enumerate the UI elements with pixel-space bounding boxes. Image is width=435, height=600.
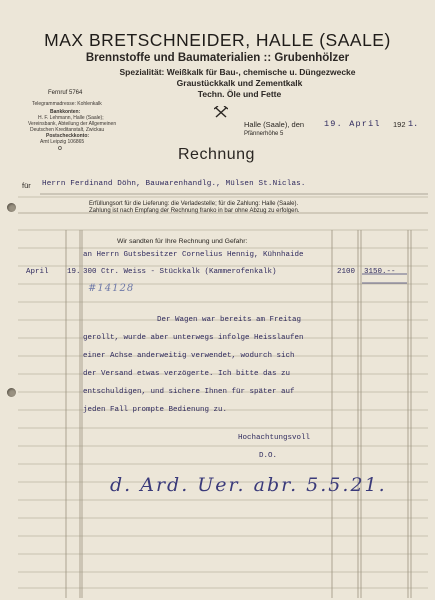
letter-line-5: entschuldigen, und sichere Ihnen für später auf — [83, 388, 295, 396]
street-address: Pfännerhöhe 5 — [244, 131, 284, 137]
bank-line-1: H. F. Lehmann, Halle (Saale); — [38, 115, 104, 121]
date-day-month: 19. April — [324, 119, 381, 129]
bank-line-2: Vereinsbank, Abteilung der Allgemeinen — [28, 121, 117, 127]
postal-account-label: Postscheckkonto: — [46, 133, 90, 139]
date-year-suffix: 1. — [408, 119, 419, 129]
closing-initials: D.O. — [259, 452, 278, 460]
handwritten-note: d. Ard. Uer. abr. 5.5.21. — [110, 474, 387, 496]
line-item-unit-price: 2100 — [337, 268, 356, 276]
hammer-and-pick-icon — [214, 106, 228, 118]
punch-hole-bottom — [7, 388, 16, 397]
specialty-line-3: Techn. Öle und Fette — [197, 89, 282, 99]
consignee-line: an Herrn Gutsbesitzer Cornelius Hennig, Kühnhaide — [83, 251, 304, 259]
specialty-line-2: Graustückkalk und Zementkalk — [176, 78, 303, 88]
letter-line-1: Der Wagen war bereits am Freitag — [157, 316, 302, 324]
bank-accounts-label: Bankkonten: — [50, 109, 81, 115]
pencil-reference-note: #14128 — [88, 283, 135, 294]
letter-line-6: jeden Fall prompte Bedienung zu. — [83, 406, 228, 414]
specialty-line-1: Spezialität: Weißkalk für Bau-, chemische u. Düngezwecke — [119, 67, 356, 77]
punch-hole-top — [7, 203, 16, 212]
bank-line-3: Deutschen Kreditanstalt, Zwickau — [30, 127, 105, 133]
company-name: MAX BRETSCHNEIDER, HALLE (SAALE) — [44, 30, 391, 50]
recipient-name: Herrn Ferdinand Döhn, Bauwarenhandlg., Mülsen St.Niclas. — [42, 180, 306, 188]
line-item-day: 19. — [67, 268, 81, 276]
letter-line-2: gerollt, wurde aber unterwegs infolge Heisslaufen — [83, 334, 304, 342]
date-year-prefix: 192 — [393, 120, 406, 129]
letter-line-4: der Versand etwas verzögerte. Ich bitte das zu — [83, 370, 291, 378]
line-item-amount: 3150.-- — [364, 268, 396, 276]
line-item-month: April — [26, 268, 49, 276]
telegram-address: Telegrammadresse: Kohlenkalk — [32, 101, 102, 107]
city-label: Halle (Saale), den — [244, 120, 305, 129]
postal-account-number: Amt Leipzig 106865 — [40, 139, 85, 145]
circle-mark: o — [58, 145, 62, 152]
closing-greeting: Hochachtungsvoll — [238, 434, 311, 442]
company-subtitle: Brennstoffe und Baumaterialien :: Grubenhölzer — [85, 52, 350, 64]
terms-line-2: Zahlung ist nach Empfang der Rechnung franko in bar ohne Abzug zu erfolgen. — [89, 208, 300, 214]
terms-line-1: Erfüllungsort für die Lieferung: die Verladestelle; für die Zahlung: Halle (Saale). — [89, 201, 299, 207]
shipment-intro: Wir sandten für Ihre Rechnung und Gefahr: — [117, 238, 248, 245]
phone-number: Fernruf 5764 — [48, 90, 83, 96]
document-title: Rechnung — [178, 146, 255, 163]
line-item-description: 300 Ctr. Weiss - Stückkalk (Kammerofenkalk) — [83, 268, 277, 276]
recipient-label: für — [22, 181, 31, 190]
letter-line-3: einer Achse anderweitig verwendet, wodurch sich — [83, 352, 295, 360]
